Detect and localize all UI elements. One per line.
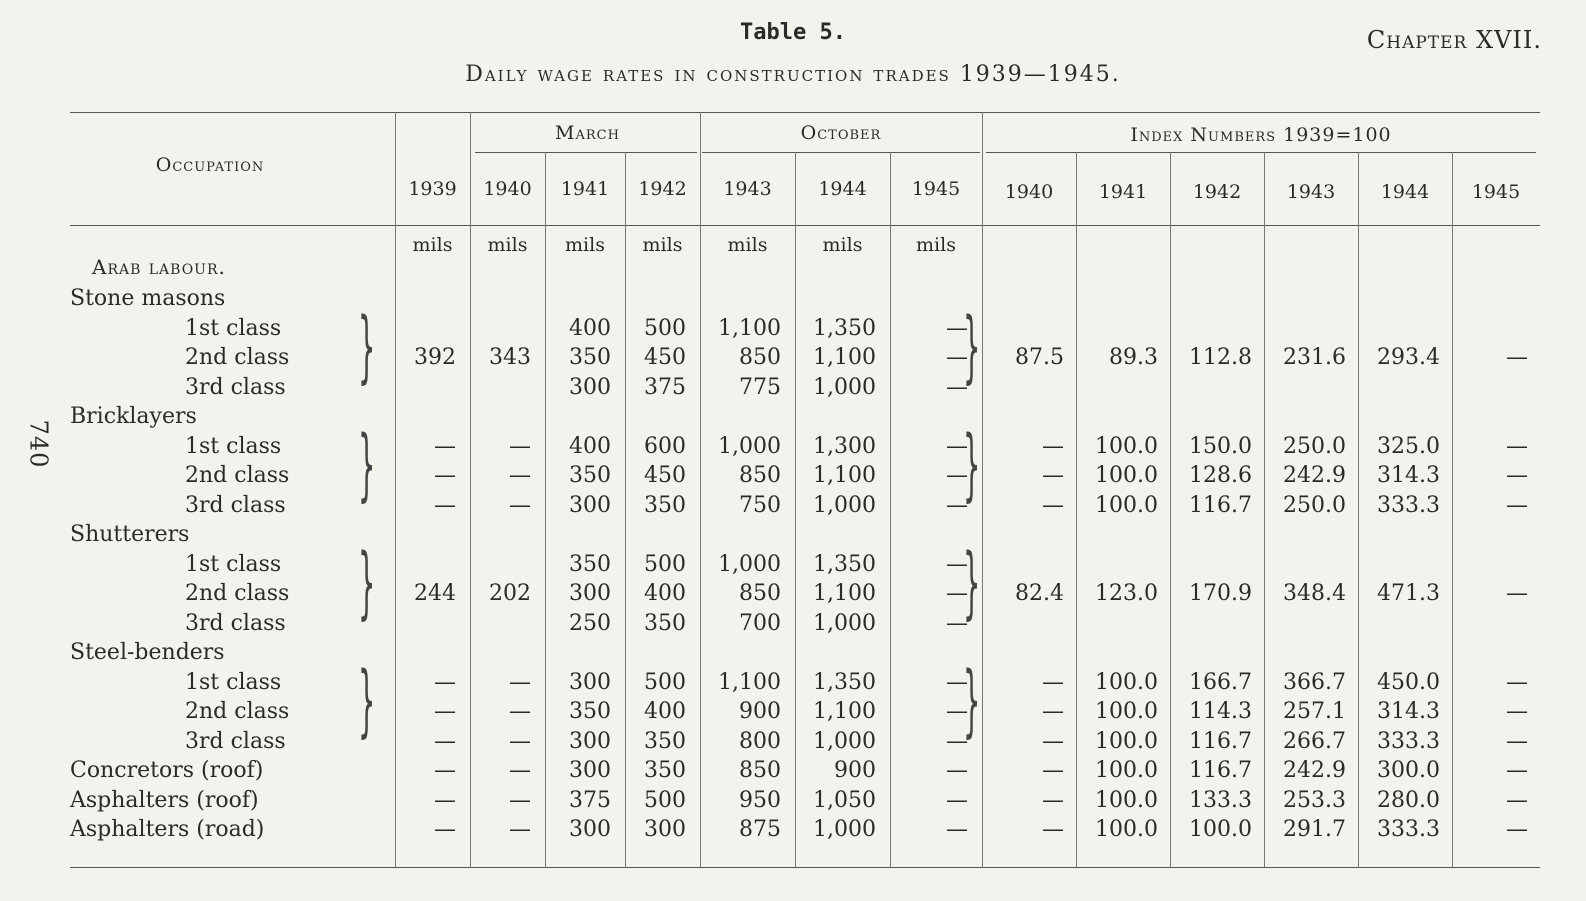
index-year-header: 1940: [1004, 181, 1054, 203]
table-cell: 350: [569, 699, 611, 724]
table-cell: 300: [569, 669, 611, 695]
rule-march: [475, 152, 697, 153]
table-cell: —: [434, 758, 456, 783]
rule-header-bottom: [70, 225, 1540, 226]
occupation-header: Occupation: [155, 154, 265, 176]
index-cell: 100.0: [1095, 787, 1158, 813]
row-label: 2nd class: [185, 463, 290, 488]
row-label: Asphalters (roof): [70, 787, 259, 813]
row-label: 1st class: [185, 551, 282, 577]
group-brace: }: [963, 419, 981, 510]
table-cell: —: [946, 551, 968, 577]
table-cell: —: [434, 728, 456, 754]
table-cell: —: [946, 817, 968, 842]
table-cell: 600: [644, 433, 686, 459]
table-cell: 300: [569, 728, 611, 754]
index-cell: —: [1042, 463, 1064, 488]
index-cell: —: [1042, 699, 1064, 724]
index-cell: 314.3: [1377, 463, 1440, 488]
table-cell: 350: [569, 463, 611, 488]
index-cell: 242.9: [1283, 758, 1346, 783]
group-label: Bricklayers: [70, 404, 197, 429]
table-cell: 1,000: [813, 610, 876, 636]
index-year-header: 1944: [1380, 181, 1430, 203]
row-label: 2nd class: [185, 345, 290, 370]
table-cell: —: [434, 492, 456, 518]
table-cell: 450: [644, 345, 686, 370]
table-cell: 202: [489, 581, 531, 606]
table-cell: 1,000: [813, 374, 876, 400]
unit-label: mils: [727, 234, 768, 256]
table-cell: —: [946, 345, 968, 370]
index-cell: 253.3: [1283, 787, 1346, 813]
table-cell: —: [434, 433, 456, 459]
march-header: March: [555, 122, 620, 144]
row-label: 2nd class: [185, 581, 290, 606]
index-cell: 82.4: [1015, 581, 1064, 606]
table-cell: —: [946, 758, 968, 783]
table-cell: 1,350: [813, 551, 876, 577]
index-cell: 114.3: [1189, 699, 1252, 724]
table-cell: 300: [569, 374, 611, 400]
table-cell: 375: [569, 787, 611, 813]
unit-label: mils: [412, 234, 453, 256]
table-cell: 700: [739, 610, 781, 636]
index-cell: 123.0: [1095, 581, 1158, 606]
table-cell: 1,100: [718, 315, 781, 341]
table-cell: —: [509, 492, 531, 518]
table-cell: 350: [644, 492, 686, 518]
table-cell: —: [434, 669, 456, 695]
table-cell: 350: [644, 758, 686, 783]
row-label: 2nd class: [185, 699, 290, 724]
index-cell: 250.0: [1283, 492, 1346, 518]
table-cell: —: [946, 374, 968, 400]
row-label: 3rd class: [185, 728, 286, 754]
row-label: 1st class: [185, 315, 282, 341]
index-cell: 333.3: [1377, 728, 1440, 754]
index-cell: 100.0: [1095, 492, 1158, 518]
table-cell: 350: [569, 345, 611, 370]
index-cell: —: [1506, 817, 1528, 842]
index-year-header: 1943: [1286, 181, 1336, 203]
index-numbers-header: Index Numbers 1939=100: [1130, 124, 1392, 146]
table-cell: —: [946, 315, 968, 341]
table-cell: —: [434, 699, 456, 724]
index-cell: 100.0: [1095, 669, 1158, 695]
index-cell: —: [1506, 699, 1528, 724]
table-cell: —: [946, 728, 968, 754]
table-cell: 800: [739, 728, 781, 754]
chapter-heading: Chapter XVII.: [1366, 26, 1542, 54]
group-brace: }: [358, 537, 376, 628]
table-title: Daily wage rates in construction trades 1939—1945.: [465, 62, 1121, 87]
table-cell: 500: [644, 551, 686, 577]
index-cell: —: [1506, 728, 1528, 754]
index-cell: 170.9: [1189, 581, 1252, 606]
index-cell: 100.0: [1095, 817, 1158, 842]
table-cell: 850: [739, 758, 781, 783]
index-cell: —: [1042, 787, 1064, 813]
year-header: 1945: [911, 178, 961, 200]
table-cell: —: [509, 787, 531, 813]
table-cell: 500: [644, 315, 686, 341]
index-cell: 100.0: [1095, 433, 1158, 459]
table-cell: 400: [644, 581, 686, 606]
rule-top: [70, 112, 1540, 113]
row-label: Concretors (roof): [70, 758, 264, 783]
index-cell: —: [1506, 492, 1528, 518]
table-cell: 775: [739, 374, 781, 400]
index-cell: 116.7: [1189, 758, 1252, 783]
unit-label: mils: [565, 234, 605, 256]
table-cell: 750: [739, 492, 781, 518]
unit-label: mils: [916, 234, 956, 256]
table-cell: 1,100: [813, 345, 876, 370]
table-cell: 450: [644, 463, 686, 488]
table-cell: 1,000: [813, 492, 876, 518]
rule-bottom: [70, 867, 1540, 868]
table-cell: 1,350: [813, 669, 876, 695]
row-label: 3rd class: [185, 610, 286, 636]
table-cell: 1,350: [813, 315, 876, 341]
row-label: 1st class: [185, 433, 282, 459]
index-cell: 314.3: [1377, 699, 1440, 724]
table-cell: 850: [739, 345, 781, 370]
index-cell: 112.8: [1189, 345, 1252, 370]
index-cell: 150.0: [1189, 433, 1252, 459]
table-cell: —: [509, 669, 531, 695]
index-cell: 242.9: [1283, 463, 1346, 488]
rule-index: [986, 152, 1536, 153]
index-cell: 116.7: [1189, 728, 1252, 754]
table-cell: 1,100: [718, 669, 781, 695]
table-cell: —: [946, 787, 968, 813]
table-cell: 400: [569, 433, 611, 459]
group-brace: }: [358, 655, 376, 746]
group-brace: }: [963, 655, 981, 746]
table-cell: —: [434, 817, 456, 842]
group-label: Steel-benders: [70, 640, 225, 665]
table-cell: 300: [569, 817, 611, 842]
index-cell: 291.7: [1283, 817, 1346, 842]
index-year-header: 1942: [1192, 181, 1242, 203]
wage-table: [70, 112, 1540, 869]
index-cell: —: [1506, 463, 1528, 488]
table-cell: 343: [489, 345, 531, 370]
index-cell: 100.0: [1095, 463, 1158, 488]
column-rule: [700, 112, 701, 867]
table-cell: 1,000: [718, 551, 781, 577]
table-cell: —: [509, 463, 531, 488]
table-cell: 375: [644, 374, 686, 400]
index-cell: —: [1042, 433, 1064, 459]
table-cell: —: [509, 758, 531, 783]
table-cell: —: [509, 817, 531, 842]
table-cell: 1,300: [813, 433, 876, 459]
table-cell: —: [946, 669, 968, 695]
table-cell: 1,100: [813, 581, 876, 606]
index-cell: 300.0: [1377, 758, 1440, 783]
unit-label: mils: [822, 234, 863, 256]
index-cell: 133.3: [1189, 787, 1252, 813]
index-cell: —: [1042, 758, 1064, 783]
index-cell: —: [1042, 728, 1064, 754]
rule-october: [702, 152, 980, 153]
table-cell: 400: [644, 699, 686, 724]
table-cell: —: [434, 463, 456, 488]
index-cell: 116.7: [1189, 492, 1252, 518]
table-cell: —: [946, 433, 968, 459]
table-cell: 350: [644, 728, 686, 754]
column-rule: [470, 112, 471, 867]
index-cell: 471.3: [1377, 581, 1440, 606]
group-brace: }: [963, 537, 981, 628]
index-cell: 280.0: [1377, 787, 1440, 813]
table-cell: —: [946, 581, 968, 606]
page-number: 740: [24, 419, 53, 469]
table-cell: 1,100: [813, 699, 876, 724]
index-cell: 231.6: [1283, 345, 1346, 370]
table-cell: —: [509, 728, 531, 754]
table-cell: 850: [739, 463, 781, 488]
group-brace: }: [358, 301, 376, 392]
table-cell: 350: [644, 610, 686, 636]
table-cell: 1,000: [813, 728, 876, 754]
index-cell: 325.0: [1377, 433, 1440, 459]
index-cell: —: [1506, 787, 1528, 813]
table-cell: 500: [644, 669, 686, 695]
row-label: 1st class: [185, 669, 282, 695]
table-cell: 300: [569, 492, 611, 518]
index-cell: 348.4: [1283, 581, 1346, 606]
index-cell: —: [1506, 581, 1528, 606]
year-header: 1940: [483, 178, 532, 200]
table-cell: 500: [644, 787, 686, 813]
index-cell: 450.0: [1377, 669, 1440, 695]
table-cell: 244: [414, 581, 456, 606]
table-cell: —: [946, 610, 968, 636]
index-cell: —: [1042, 817, 1064, 842]
unit-label: mils: [642, 234, 683, 256]
year-header: 1941: [560, 178, 610, 200]
table-cell: 950: [739, 787, 781, 813]
year-header: 1942: [638, 178, 687, 200]
table-cell: 900: [739, 699, 781, 724]
index-cell: 100.0: [1189, 817, 1252, 842]
table-cell: 1,100: [813, 463, 876, 488]
column-rule: [395, 112, 396, 867]
unit-label: mils: [487, 234, 528, 256]
column-rule: [982, 112, 983, 867]
table-cell: 1,000: [718, 433, 781, 459]
table-cell: —: [946, 492, 968, 518]
group-brace: }: [358, 419, 376, 510]
table-cell: —: [509, 699, 531, 724]
table-label: Table 5.: [740, 20, 846, 45]
table-cell: 250: [569, 610, 611, 636]
index-year-header: 1945: [1471, 181, 1521, 203]
table-cell: 392: [414, 345, 456, 370]
index-cell: 100.0: [1095, 728, 1158, 754]
row-label: 3rd class: [185, 492, 286, 518]
table-cell: 1,000: [813, 817, 876, 842]
year-header: 1944: [818, 178, 867, 200]
group-label: Shutterers: [70, 522, 190, 547]
table-cell: —: [434, 787, 456, 813]
index-cell: 266.7: [1283, 728, 1346, 754]
table-cell: 300: [644, 817, 686, 842]
table-cell: 850: [739, 581, 781, 606]
table-cell: 350: [569, 551, 611, 577]
index-cell: 257.1: [1283, 699, 1346, 724]
index-cell: —: [1506, 345, 1528, 370]
table-cell: —: [509, 433, 531, 459]
section-label: Arab labour.: [92, 255, 226, 279]
group-brace: }: [963, 301, 981, 392]
table-cell: 875: [739, 817, 781, 842]
index-year-header: 1941: [1098, 181, 1148, 203]
index-cell: —: [1042, 669, 1064, 695]
index-cell: 366.7: [1283, 669, 1346, 695]
row-label: Asphalters (road): [70, 817, 265, 842]
row-label: 3rd class: [185, 374, 286, 400]
index-cell: 166.7: [1189, 669, 1252, 695]
index-cell: —: [1506, 758, 1528, 783]
index-cell: 128.6: [1189, 463, 1252, 488]
index-cell: 89.3: [1109, 345, 1158, 370]
year-header: 1943: [723, 178, 772, 200]
index-cell: —: [1506, 433, 1528, 459]
index-cell: —: [1506, 669, 1528, 695]
october-header: October: [800, 122, 882, 144]
table-cell: 1,050: [813, 787, 876, 813]
group-label: Stone masons: [70, 286, 226, 311]
index-cell: 100.0: [1095, 699, 1158, 724]
table-cell: —: [946, 699, 968, 724]
index-cell: 250.0: [1283, 433, 1346, 459]
table-cell: 300: [569, 581, 611, 606]
index-cell: 87.5: [1015, 345, 1064, 370]
index-cell: 293.4: [1377, 345, 1440, 370]
index-cell: 100.0: [1095, 758, 1158, 783]
table-cell: 900: [834, 758, 876, 783]
table-cell: —: [946, 463, 968, 488]
index-cell: —: [1042, 492, 1064, 518]
table-cell: 300: [569, 758, 611, 783]
table-cell: 400: [569, 315, 611, 341]
index-cell: 333.3: [1377, 492, 1440, 518]
index-cell: 333.3: [1377, 817, 1440, 842]
year-header: 1939: [408, 178, 457, 200]
